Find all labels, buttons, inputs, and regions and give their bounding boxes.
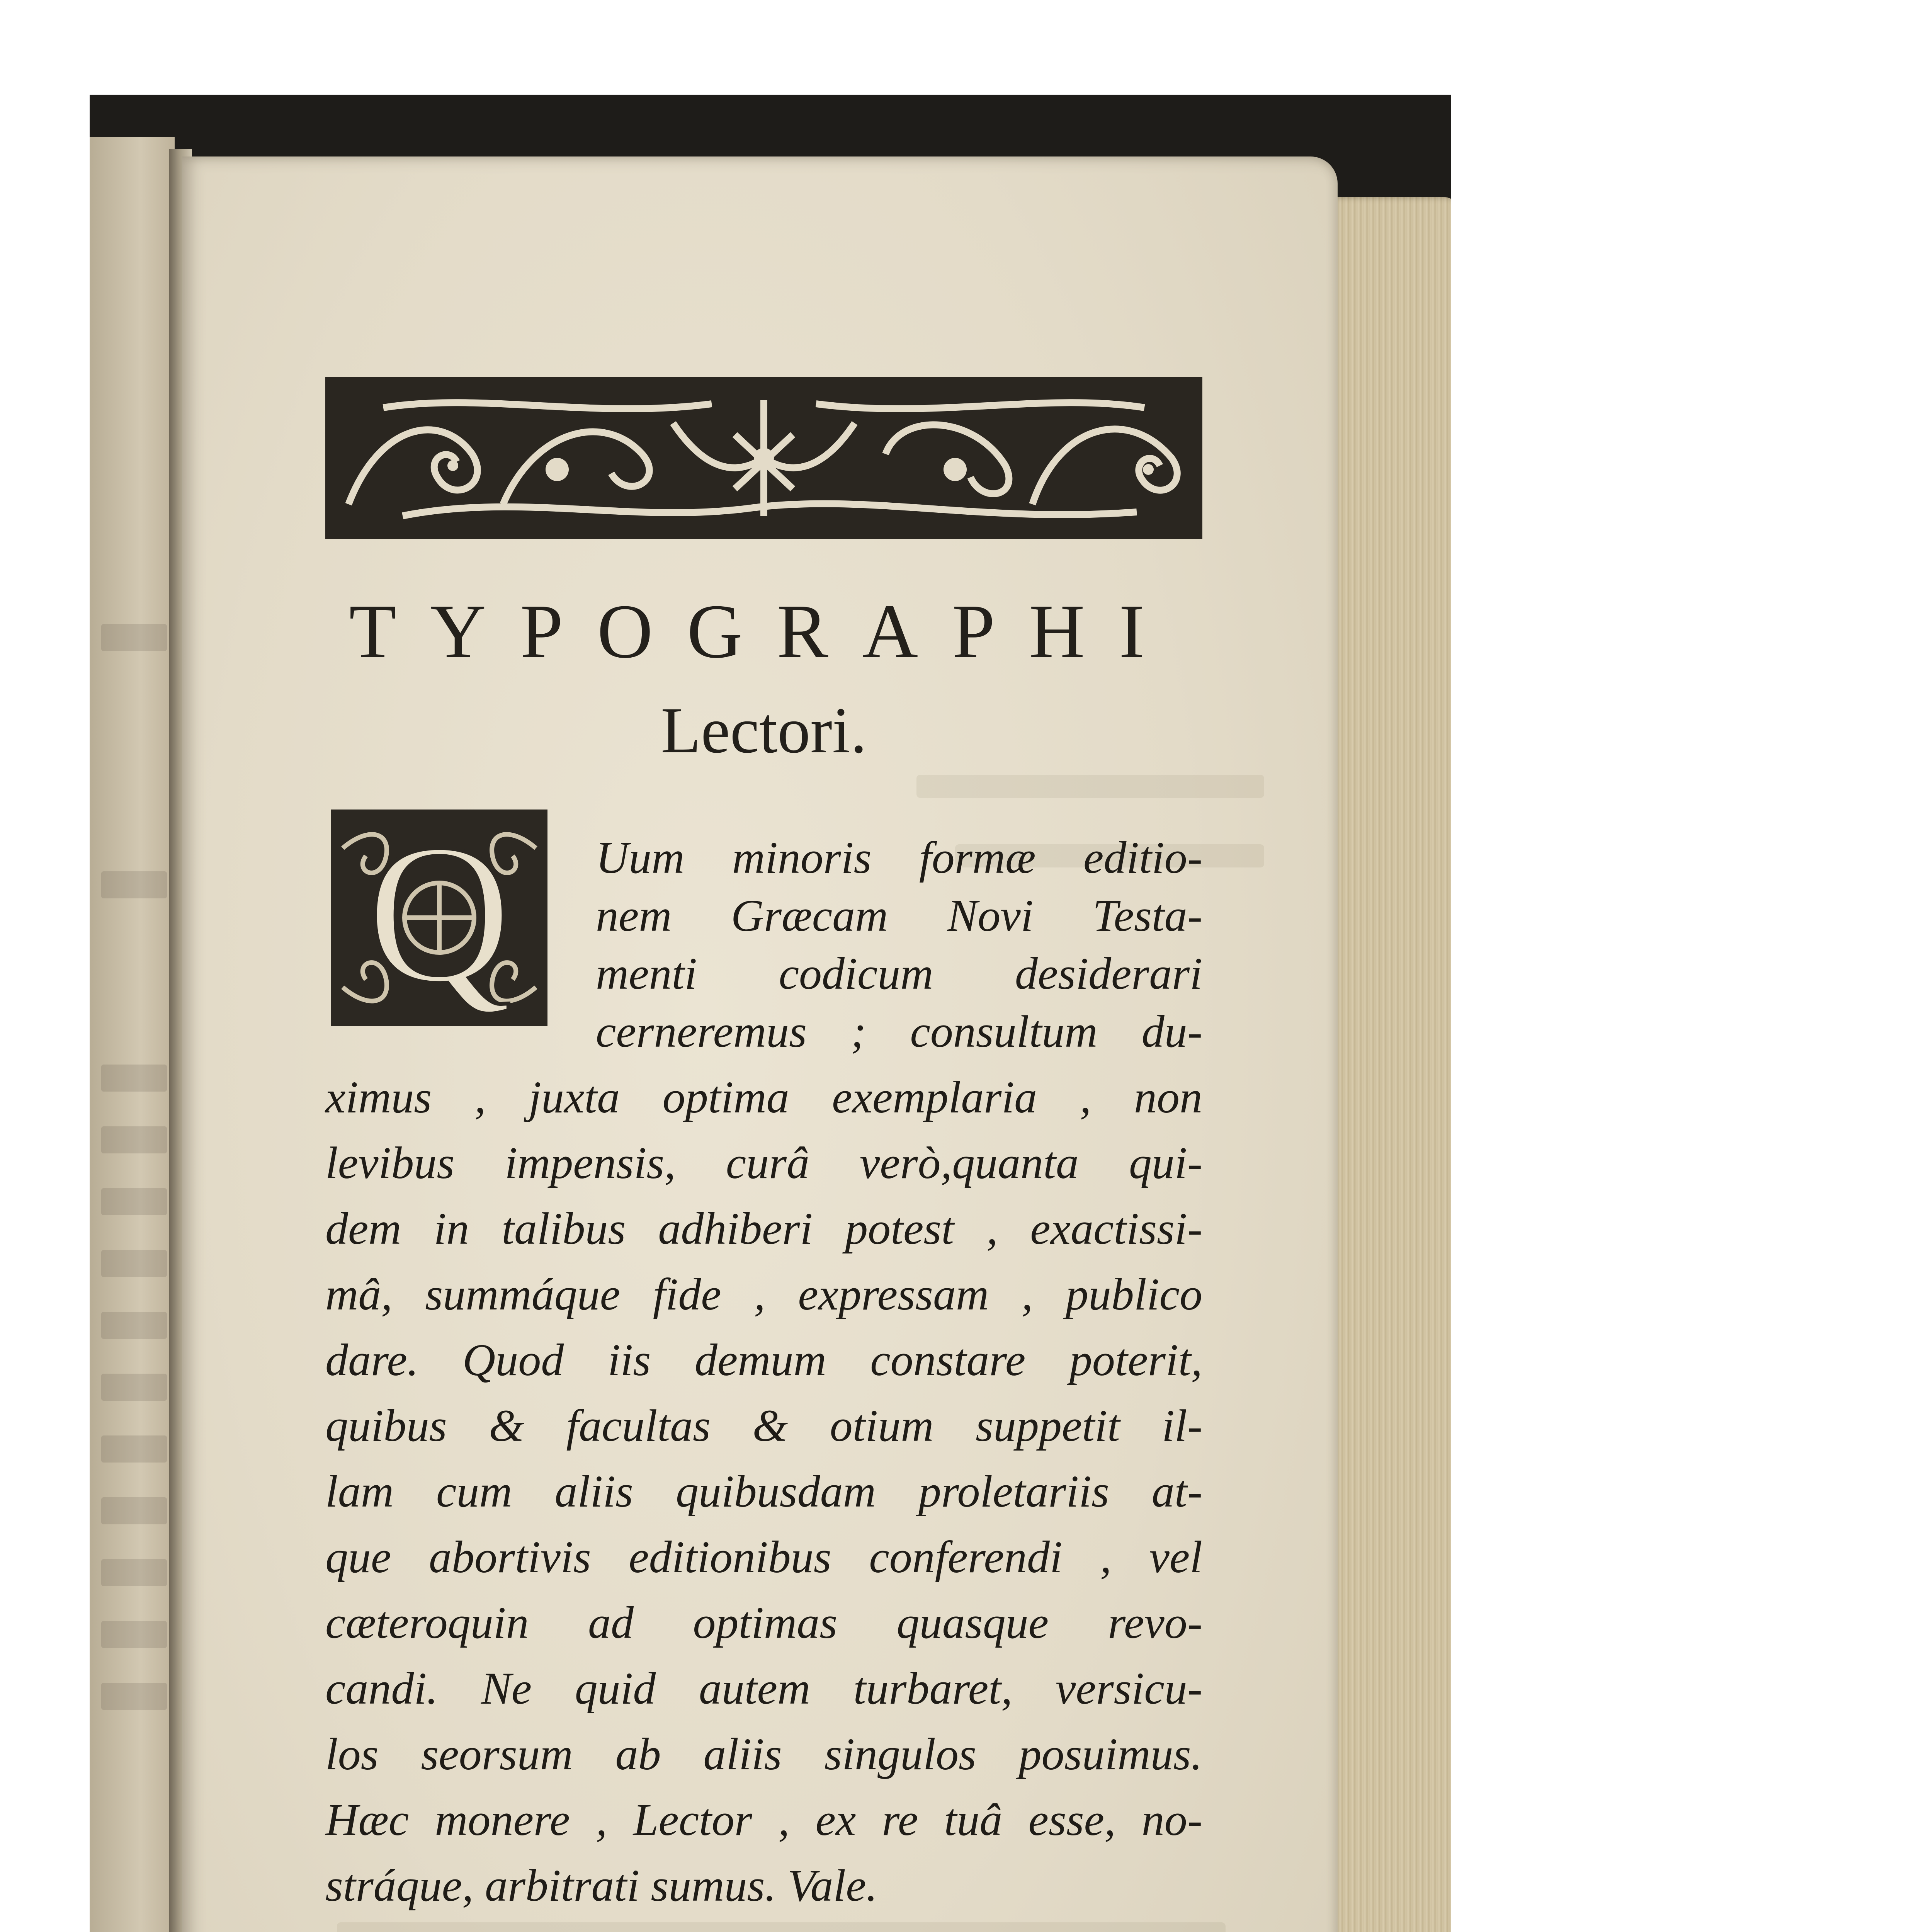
body-line: Hæc monere , Lector , ex re tuâ esse, no- bbox=[325, 1794, 1202, 1845]
body-line: stráque, arbitrati sumus. Vale. bbox=[325, 1860, 878, 1911]
drop-cap-letter: Q bbox=[367, 803, 512, 1025]
body-line: mâ, summáque fide , expressam , publico bbox=[325, 1269, 1202, 1320]
headpiece-ornament bbox=[325, 377, 1202, 539]
body-line: cæteroquin ad optimas quasque revo- bbox=[325, 1597, 1202, 1648]
body-line: dare. Quod iis demum constare poterit, bbox=[325, 1335, 1202, 1385]
body-line: candi. Ne quid autem turbaret, versicu- bbox=[325, 1663, 1202, 1714]
body-line: los seorsum ab aliis singulos posuimus. bbox=[325, 1729, 1202, 1779]
body-line: levibus impensis, curâ verò,quanta qui- bbox=[325, 1138, 1202, 1188]
page-subtitle: Lectori. bbox=[661, 694, 867, 767]
body-line: ximus , juxta optima exemplaria , non bbox=[325, 1072, 1202, 1122]
body-line: dem in talibus adhiberi potest , exactissi- bbox=[325, 1203, 1202, 1254]
body-line: quibus & facultas & otium suppetit il- bbox=[325, 1400, 1202, 1451]
drop-cap-ornament bbox=[331, 803, 547, 1026]
body-line: menti codicum desiderari bbox=[596, 948, 1202, 999]
page-title: TYPOGRAPHI bbox=[349, 589, 1179, 674]
book-page bbox=[182, 156, 1338, 1932]
body-line: que abortivis editionibus conferendi , vel bbox=[325, 1532, 1202, 1582]
body-line: cerneremus ; consultum du- bbox=[596, 1006, 1202, 1057]
body-line: Uum minoris formæ editio- bbox=[596, 832, 1202, 883]
body-line: nem Græcam Novi Testa- bbox=[596, 890, 1202, 941]
body-line: lam cum aliis quibusdam proletariis at- bbox=[325, 1466, 1202, 1517]
